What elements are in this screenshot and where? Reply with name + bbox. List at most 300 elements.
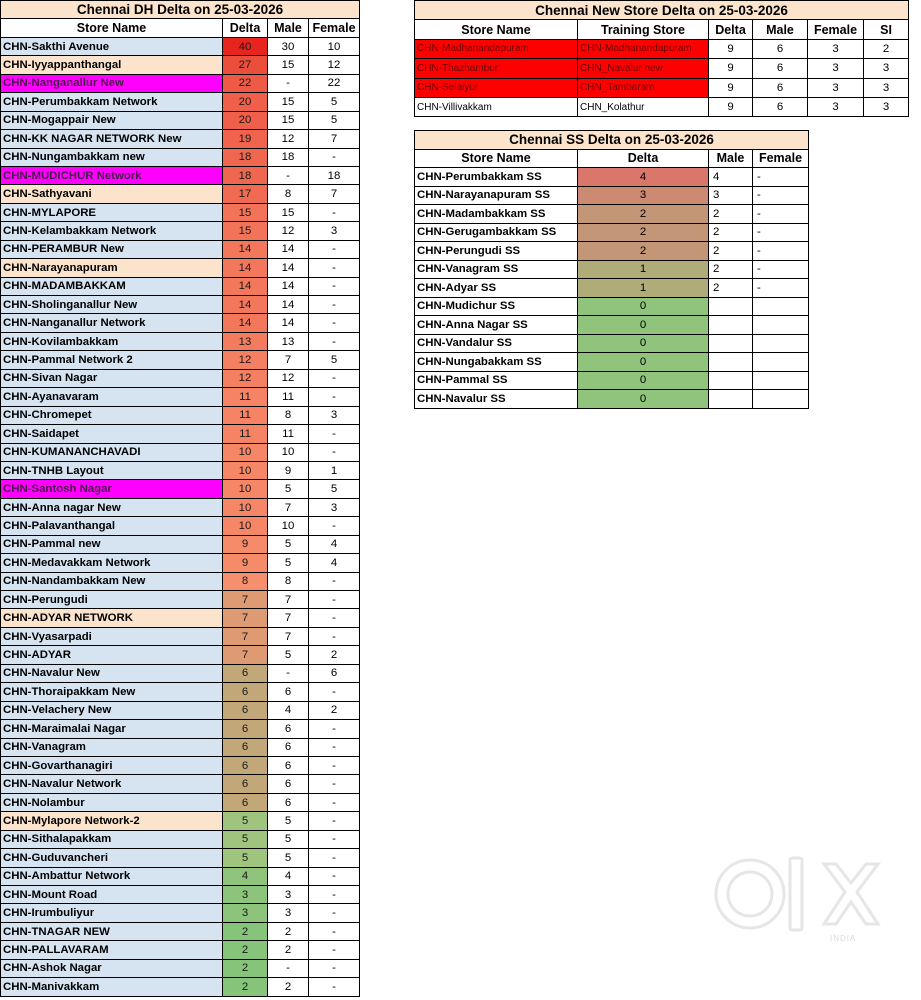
store-name-cell: CHN-Perumbakkam SS [415,168,578,187]
delta-cell: 9 [709,39,753,58]
delta-cell: 17 [223,185,268,203]
store-name-cell: CHN-Nungambakkam new [1,148,223,166]
table-row [1,738,360,756]
male-cell [709,353,753,372]
table-row [1,904,360,922]
delta-cell: 3 [223,886,268,904]
delta-cell: 7 [223,627,268,645]
male-cell [709,390,753,409]
delta-cell: 3 [578,186,709,205]
delta-cell: 7 [223,609,268,627]
delta-cell: 2 [223,922,268,940]
delta-cell: 40 [223,37,268,55]
olx-watermark-text [712,852,713,853]
store-name-cell: CHN-MYLAPORE [1,203,223,221]
delta-cell: 14 [223,314,268,332]
female-cell: 6 [309,664,360,682]
delta-cell: 0 [578,353,709,372]
female-cell: - [309,296,360,314]
ns-header-store-name: Store Name [415,20,578,39]
male-cell: 6 [268,793,309,811]
store-name-cell: CHN-Ambattur Network [1,867,223,885]
female-cell: - [753,205,809,224]
male-cell: 10 [268,517,309,535]
training-store-cell: CHN_Kolathur [578,97,709,116]
store-name-cell: CHN-Vanagram SS [415,260,578,279]
table-row [415,78,909,97]
store-name-cell: CHN-Mogappair New [1,111,223,129]
delta-cell: 6 [223,793,268,811]
table-row [1,664,360,682]
store-name-cell: CHN-ADYAR [1,646,223,664]
ss-header-female: Female [753,149,809,168]
male-cell: 7 [268,627,309,645]
table-row [415,279,809,298]
olx-logo-icon [712,852,884,948]
store-name-cell: CHN-Guduvancheri [1,849,223,867]
male-cell: 5 [268,646,309,664]
male-cell: 5 [268,554,309,572]
male-cell: 6 [268,775,309,793]
dh-table-title: Chennai DH Delta on 25-03-2026 [1,1,360,19]
male-cell: 2 [709,223,753,242]
male-cell: 6 [753,39,808,58]
store-name-cell: CHN-Navalur Network [1,775,223,793]
delta-cell: 10 [223,461,268,479]
table-row [1,259,360,277]
delta-cell: 14 [223,277,268,295]
male-cell: 13 [268,332,309,350]
table-row [1,922,360,940]
delta-cell: 12 [223,351,268,369]
delta-cell: 18 [223,166,268,184]
store-name-cell: CHN-Nanganallur Network [1,314,223,332]
table-row [1,830,360,848]
table-row [415,371,809,390]
male-cell: 5 [268,830,309,848]
female-cell: - [309,627,360,645]
table-row [1,775,360,793]
table-row [1,498,360,516]
delta-cell: 6 [223,756,268,774]
store-name-cell: CHN-PALLAVARAM [1,941,223,959]
female-cell: - [309,830,360,848]
female-cell: - [309,277,360,295]
female-cell: - [309,720,360,738]
delta-cell: 19 [223,130,268,148]
table-row [1,369,360,387]
delta-cell: 9 [223,535,268,553]
table-row [1,130,360,148]
store-name-cell: CHN-Iyyappanthangal [1,56,223,74]
delta-cell: 4 [223,867,268,885]
male-cell: 14 [268,240,309,258]
female-cell [753,316,809,335]
store-name-cell: CHN-Gerugambakkam SS [415,223,578,242]
female-cell: 7 [309,185,360,203]
female-cell: - [309,738,360,756]
male-cell: 5 [268,849,309,867]
ss-header-delta: Delta [578,149,709,168]
table-row [1,793,360,811]
store-name-cell: CHN-Vyasarpadi [1,627,223,645]
male-cell: 30 [268,37,309,55]
delta-cell: 4 [578,168,709,187]
male-cell: 15 [268,203,309,221]
store-name-cell: CHN-Ayanavaram [1,388,223,406]
male-cell: 6 [753,78,808,97]
chennai-ss-delta-table [414,130,809,409]
female-cell: 3 [808,78,864,97]
delta-cell: 8 [223,572,268,590]
female-cell: 4 [309,535,360,553]
store-name-cell: CHN-Selaiyur [415,78,578,97]
table-row [1,959,360,977]
male-cell: - [268,166,309,184]
table-row [1,627,360,645]
table-row [1,240,360,258]
male-cell: 8 [268,406,309,424]
female-cell: - [309,203,360,221]
table-row [415,390,809,409]
delta-cell: 14 [223,296,268,314]
table-row [1,296,360,314]
store-name-cell: CHN-Narayanapuram SS [415,186,578,205]
male-cell: 8 [268,185,309,203]
store-name-cell: CHN-Mudichur SS [415,297,578,316]
store-name-cell: CHN-Villivakkam [415,97,578,116]
delta-cell: 6 [223,738,268,756]
table-row [1,683,360,701]
female-cell: - [309,332,360,350]
table-row [1,203,360,221]
female-cell: - [309,775,360,793]
delta-cell: 6 [223,720,268,738]
table-row [1,314,360,332]
male-cell: 12 [268,130,309,148]
male-cell: 4 [268,867,309,885]
female-cell: - [753,223,809,242]
store-name-cell: CHN-Navalur New [1,664,223,682]
male-cell: 3 [268,904,309,922]
table-row [415,59,909,78]
female-cell: 3 [309,498,360,516]
delta-cell: 10 [223,480,268,498]
delta-cell: 2 [223,978,268,996]
si-cell: 3 [864,59,909,78]
store-name-cell: CHN-Anna nagar New [1,498,223,516]
female-cell: 3 [808,59,864,78]
ns-header-female: Female [808,20,864,39]
male-cell: 2 [709,242,753,261]
table-row [1,941,360,959]
store-name-cell: CHN-Anna Nagar SS [415,316,578,335]
store-name-cell: CHN-Medavakkam Network [1,554,223,572]
store-name-cell: CHN-Perungudi SS [415,242,578,261]
store-name-cell: CHN-Govarthanagiri [1,756,223,774]
delta-cell: 9 [709,59,753,78]
store-name-cell: CHN-MUDICHUR Network [1,166,223,184]
female-cell: - [309,886,360,904]
male-cell [709,371,753,390]
male-cell: 2 [709,205,753,224]
table-row [1,701,360,719]
table-row [1,554,360,572]
table-row [415,205,809,224]
store-name-cell: CHN-Manivakkam [1,978,223,996]
table-row [1,351,360,369]
delta-cell: 11 [223,388,268,406]
store-name-cell: CHN-Mylapore Network-2 [1,812,223,830]
store-name-cell: CHN-TNHB Layout [1,461,223,479]
delta-cell: 10 [223,498,268,516]
delta-cell: 1 [578,279,709,298]
female-cell: - [753,242,809,261]
table-row [415,316,809,335]
delta-cell: 9 [709,78,753,97]
male-cell: 15 [268,56,309,74]
male-cell: 14 [268,277,309,295]
table-row [1,461,360,479]
delta-cell: 15 [223,222,268,240]
store-name-cell: CHN-Velachery New [1,701,223,719]
table-row [415,223,809,242]
store-name-cell: CHN-Adyar SS [415,279,578,298]
male-cell: 3 [709,186,753,205]
ns-header-delta: Delta [709,20,753,39]
store-name-cell: CHN-Palavanthangal [1,517,223,535]
dh-header-male: Male [268,19,309,37]
chennai-dh-delta-table [0,0,360,997]
table-row [415,39,909,58]
ss-table-title: Chennai SS Delta on 25-03-2026 [415,131,809,150]
delta-cell: 10 [223,517,268,535]
table-row [415,260,809,279]
delta-cell: 3 [223,904,268,922]
table-row [1,56,360,74]
female-cell [753,390,809,409]
male-cell: 2 [709,260,753,279]
male-cell: 4 [268,701,309,719]
table-row [1,332,360,350]
store-name-cell: CHN-Sathyavani [1,185,223,203]
ns-header-si: SI [864,20,909,39]
delta-cell: 0 [578,390,709,409]
store-name-cell: CHN-Kelambakkam Network [1,222,223,240]
delta-cell: 1 [578,260,709,279]
dh-header-store-name: Store Name [1,19,223,37]
table-row [1,425,360,443]
table-row [1,480,360,498]
male-cell: 6 [268,756,309,774]
store-name-cell: CHN-Madambakkam SS [415,205,578,224]
olx-watermark-subtext: INDIA [830,934,857,943]
delta-cell: 0 [578,371,709,390]
female-cell: - [309,756,360,774]
delta-cell: 5 [223,830,268,848]
table-row [1,886,360,904]
table-row [415,242,809,261]
store-name-cell: CHN-Sakthi Avenue [1,37,223,55]
female-cell: - [753,279,809,298]
delta-cell: 7 [223,591,268,609]
store-name-cell: CHN-Pammal Network 2 [1,351,223,369]
store-name-cell: CHN-Kovilambakkam [1,332,223,350]
male-cell: 6 [753,59,808,78]
dh-header-delta: Delta [223,19,268,37]
delta-cell: 9 [709,97,753,116]
female-cell: 2 [309,646,360,664]
store-name-cell: CHN-Vandalur SS [415,334,578,353]
male-cell: - [268,664,309,682]
male-cell: 14 [268,296,309,314]
male-cell [709,334,753,353]
male-cell: 6 [753,97,808,116]
male-cell: 14 [268,314,309,332]
store-name-cell: CHN-Mount Road [1,886,223,904]
female-cell: - [753,260,809,279]
female-cell: 7 [309,130,360,148]
table-row [1,978,360,996]
delta-cell: 18 [223,148,268,166]
training-store-cell: CHN-Madhanandapuram [578,39,709,58]
male-cell: 2 [709,279,753,298]
ss-header-store-name: Store Name [415,149,578,168]
store-name-cell: CHN-Madhanandapuram [415,39,578,58]
table-row [1,93,360,111]
store-name-cell: CHN-ADYAR NETWORK [1,609,223,627]
female-cell: - [309,591,360,609]
male-cell: 2 [268,922,309,940]
delta-cell: 5 [223,849,268,867]
female-cell: - [309,314,360,332]
male-cell: - [268,74,309,92]
store-name-cell: CHN-MADAMBAKKAM [1,277,223,295]
delta-cell: 6 [223,664,268,682]
female-cell [753,353,809,372]
store-name-cell: CHN-Thazhambur [415,59,578,78]
delta-cell: 27 [223,56,268,74]
store-name-cell: CHN-Sholinganallur New [1,296,223,314]
female-cell [753,371,809,390]
table-row [1,37,360,55]
ns-header-male: Male [753,20,808,39]
delta-cell: 6 [223,683,268,701]
table-row [1,812,360,830]
female-cell: 18 [309,166,360,184]
store-name-cell: CHN-Maraimalai Nagar [1,720,223,738]
table-row [415,97,909,116]
female-cell: 5 [309,111,360,129]
store-name-cell: CHN-KK NAGAR NETWORK New [1,130,223,148]
female-cell: - [309,922,360,940]
store-name-cell: CHN-Perumbakkam Network [1,93,223,111]
male-cell [709,297,753,316]
female-cell: - [309,849,360,867]
female-cell: - [309,259,360,277]
delta-cell: 2 [578,205,709,224]
si-cell: 2 [864,39,909,58]
male-cell: 2 [268,978,309,996]
male-cell: 15 [268,93,309,111]
ns-header-training-store: Training Store [578,20,709,39]
store-name-cell: CHN-Pammal new [1,535,223,553]
ss-table-body [415,168,809,409]
store-name-cell: CHN-Irumbuliyur [1,904,223,922]
delta-cell: 10 [223,443,268,461]
female-cell: - [753,186,809,205]
male-cell: 5 [268,812,309,830]
ss-header-male: Male [709,149,753,168]
delta-cell: 20 [223,93,268,111]
store-name-cell: CHN-Vanagram [1,738,223,756]
store-name-cell: CHN-PERAMBUR New [1,240,223,258]
male-cell: 12 [268,369,309,387]
male-cell: 8 [268,572,309,590]
table-row [1,591,360,609]
delta-cell: 13 [223,332,268,350]
table-row [1,535,360,553]
female-cell: 5 [309,480,360,498]
delta-cell: 2 [223,941,268,959]
delta-cell: 12 [223,369,268,387]
store-name-cell: CHN-Pammal SS [415,371,578,390]
store-name-cell: CHN-Narayanapuram [1,259,223,277]
table-row [415,353,809,372]
female-cell: 5 [309,351,360,369]
delta-cell: 2 [578,242,709,261]
male-cell: 6 [268,738,309,756]
si-cell: 3 [864,97,909,116]
training-store-cell: CHN_Tambaram [578,78,709,97]
table-row [1,756,360,774]
si-cell: 3 [864,78,909,97]
store-name-cell: CHN-Navalur SS [415,390,578,409]
female-cell: - [309,443,360,461]
female-cell: 10 [309,37,360,55]
male-cell: 12 [268,222,309,240]
female-cell: 3 [808,39,864,58]
female-cell: 3 [309,222,360,240]
table-row [415,297,809,316]
store-name-cell: CHN-Chromepet [1,406,223,424]
female-cell: - [309,517,360,535]
male-cell: 11 [268,425,309,443]
table-row [1,166,360,184]
delta-cell: 11 [223,406,268,424]
delta-cell: 9 [223,554,268,572]
female-cell: - [309,978,360,996]
chennai-new-store-delta-table [414,0,909,117]
table-row [415,186,809,205]
table-row [415,168,809,187]
male-cell: 6 [268,683,309,701]
female-cell: - [309,959,360,977]
table-row [1,517,360,535]
delta-cell: 20 [223,111,268,129]
female-cell: - [309,941,360,959]
female-cell: - [309,812,360,830]
table-row [1,572,360,590]
training-store-cell: CHN_Navalur new [578,59,709,78]
olx-watermark-logo [712,852,884,948]
table-row [1,111,360,129]
delta-cell: 7 [223,646,268,664]
delta-cell: 0 [578,334,709,353]
male-cell: 3 [268,886,309,904]
store-name-cell: CHN-Sithalapakkam [1,830,223,848]
male-cell: 7 [268,609,309,627]
